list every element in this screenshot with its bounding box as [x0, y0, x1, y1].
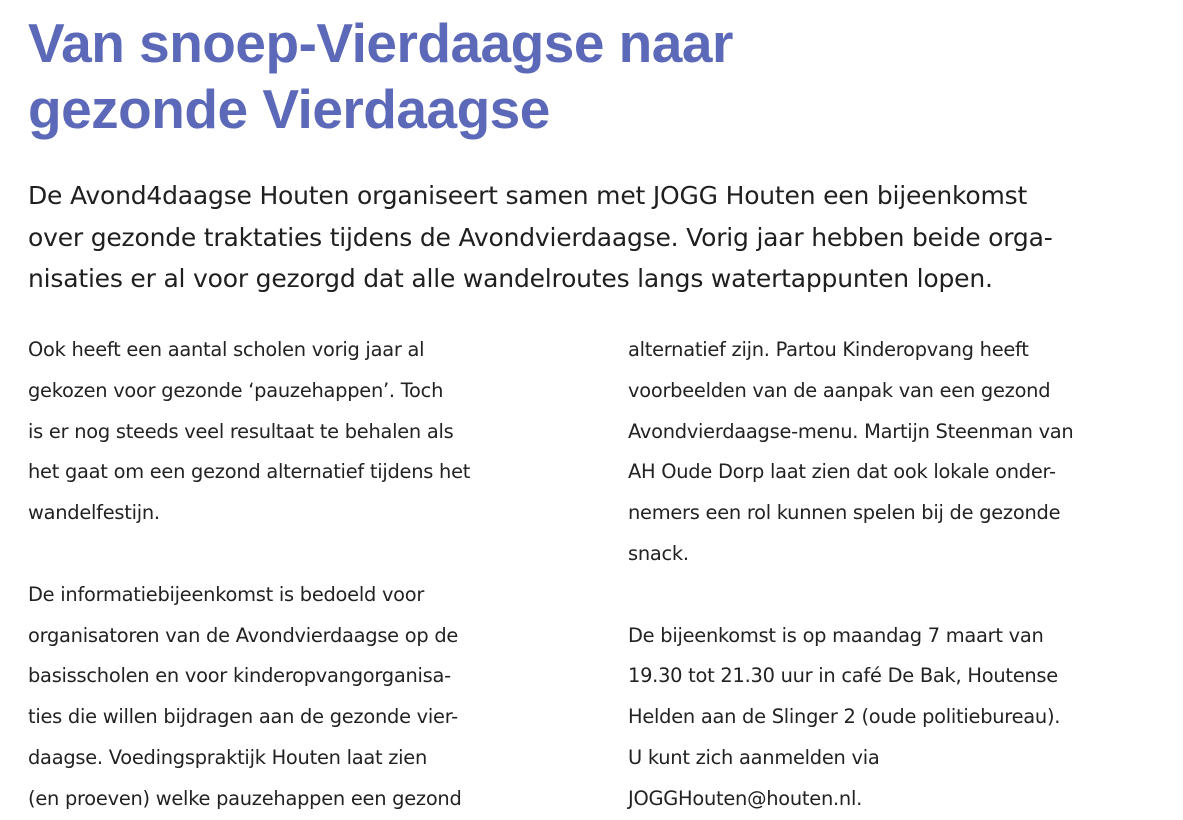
body-line: daagse. Voedingspraktijk Houten laat zien	[28, 745, 428, 769]
paragraph-gap	[28, 534, 588, 575]
body-line: ties die willen bijdragen aan de gezonde vier-	[28, 705, 458, 729]
article-intro	[28, 175, 1168, 300]
paragraph-gap	[628, 575, 1173, 616]
body-line: is er nog steeds veel resultaat te behalen als	[28, 419, 454, 443]
body-line: AH Oude Dorp laat zien dat ook lokale onder-	[628, 460, 1056, 484]
body-column-right	[628, 330, 1173, 820]
body-line: gekozen voor gezonde ‘pauzehappen’. Toch	[28, 378, 444, 402]
body-line: (en proeven) welke pauzehappen een gezond	[28, 786, 462, 810]
headline-line: Van snoep-Vierdaagse naar	[28, 12, 733, 74]
body-line: basisscholen en voor kinderopvangorganisa-	[28, 664, 451, 688]
intro-line: De Avond4daagse Houten organiseert samen met JOGG Houten een bijeenkomst	[28, 181, 1028, 210]
body-line: 19.30 tot 21.30 uur in café De Bak, Houtense	[628, 664, 1058, 688]
article-headline	[28, 10, 733, 142]
body-line: snack.	[628, 541, 689, 565]
intro-line: over gezonde traktaties tijdens de Avondvierdaagse. Vorig jaar hebben beide orga-	[28, 222, 1053, 252]
body-line: U kunt zich aanmelden via	[628, 745, 880, 769]
body-line: De informatiebijeenkomst is bedoeld voor	[28, 582, 425, 606]
body-line: Ook heeft een aantal scholen vorig jaar al	[28, 338, 425, 361]
body-line: het gaat om een gezond alternatief tijdens het	[28, 460, 471, 484]
body-line: voorbeelden van de aanpak van een gezond	[628, 378, 1051, 402]
body-line: De bijeenkomst is op maandag 7 maart van	[628, 623, 1044, 647]
body-line: organisatoren van de Avondvierdaagse op de	[28, 623, 459, 647]
email-address: JOGGHouten@houten.nl.	[628, 786, 862, 810]
body-line: Avondvierdaagse-menu. Martijn Steenman van	[628, 419, 1074, 443]
intro-line: nisaties er al voor gezorgd dat alle wandelroutes langs watertappunten lopen.	[28, 264, 993, 293]
headline-line: gezonde Vierdaagse	[28, 78, 550, 140]
body-line: alternatief zijn. Partou Kinderopvang heeft	[628, 338, 1029, 361]
body-line: Helden aan de Slinger 2 (oude politiebureau).	[628, 705, 1061, 729]
body-line: wandelfestijn.	[28, 501, 160, 525]
body-line: nemers een rol kunnen spelen bij de gezonde	[628, 501, 1061, 525]
body-column-left	[28, 330, 588, 820]
